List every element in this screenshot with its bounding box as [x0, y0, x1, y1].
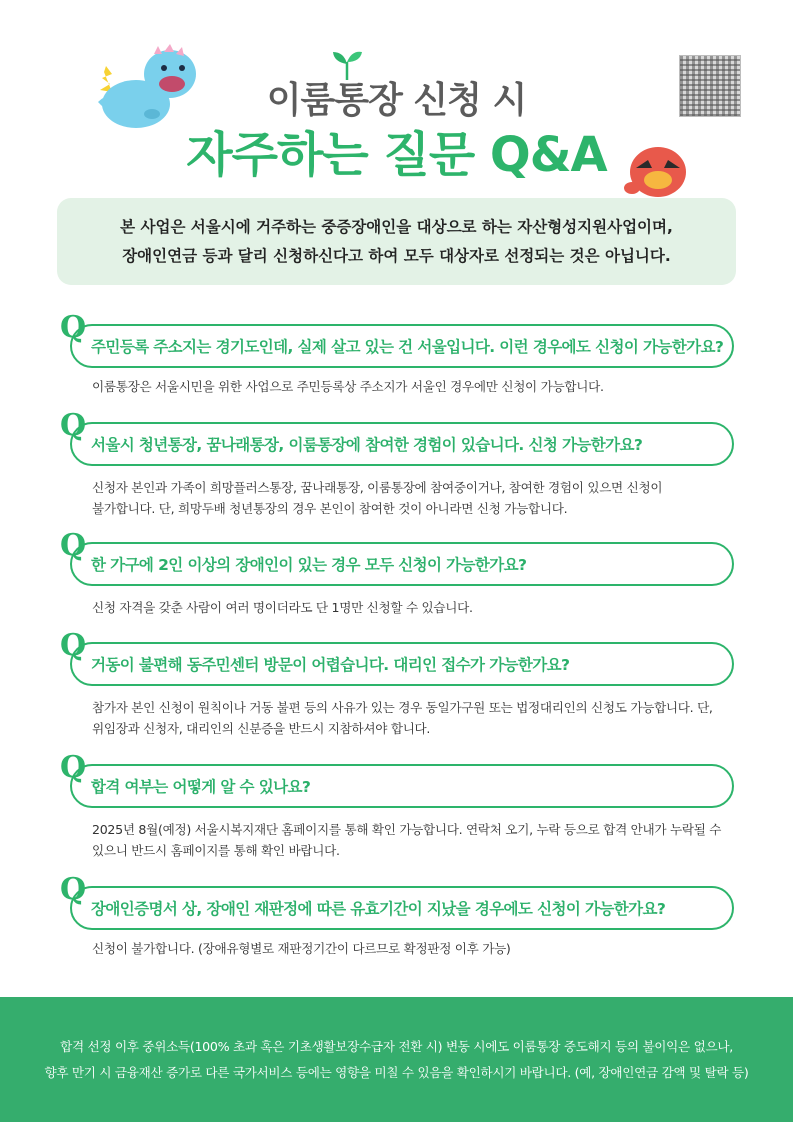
- page-title-line2: 자주하는 질문 Q&A: [186, 127, 607, 183]
- faq-answer-line: 신청 자격을 갖춘 사람이 여러 명이더라도 단 1명만 신청할 수 있습니다.: [92, 600, 473, 615]
- faq-question: 장애인증명서 상, 장애인 재판정에 따른 유효기간이 지났을 경우에도 신청이 가능한가요?: [70, 886, 734, 930]
- q-marker-icon: Q: [60, 628, 87, 663]
- faq-answer: [92, 597, 732, 618]
- faq-answer: [92, 819, 732, 861]
- faq-answer-line: 있으니 반드시 홈페이지를 통해 확인 바랍니다.: [92, 843, 340, 858]
- faq-question: 한 가구에 2인 이상의 장애인이 있는 경우 모두 신청이 가능한가요?: [70, 542, 734, 586]
- intro-line-1: 본 사업은 서울시에 거주하는 중증장애인을 대상으로 하는 자산형성지원사업이며,: [120, 217, 673, 236]
- q-marker-icon: Q: [60, 750, 87, 785]
- faq-question: 합격 여부는 어떻게 알 수 있나요?: [70, 764, 734, 808]
- intro-notice-box: [57, 198, 736, 285]
- q-marker-icon: Q: [60, 872, 87, 907]
- faq-question: 서울시 청년통장, 꿈나래통장, 이룸통장에 참여한 경험이 있습니다. 신청 가능한가요?: [70, 422, 734, 466]
- footer-notice: [0, 997, 793, 1122]
- q-marker-icon: Q: [60, 528, 87, 563]
- faq-question: 주민등록 주소지는 경기도인데, 실제 살고 있는 건 서울입니다. 이런 경우에도 신청이 가능한가요?: [70, 324, 734, 368]
- faq-answer-line: 위임장과 신청자, 대리인의 신분증을 반드시 지참하셔야 합니다.: [92, 721, 431, 736]
- q-marker-icon: Q: [60, 408, 87, 443]
- faq-answer-line: 2025년 8월(예정) 서울시복지재단 홈페이지를 통해 확인 가능합니다. 연락처 오기, 누락 등으로 합격 안내가 누락될 수: [92, 822, 722, 837]
- faq-answer: [92, 477, 732, 519]
- faq-answer: [92, 376, 732, 397]
- intro-line-2: 장애인연금 등과 달리 신청하신다고 하여 모두 대상자로 선정되는 것은 아닙니다.: [122, 246, 671, 265]
- footer-line-1: 합격 선정 이후 중위소득(100% 초과 혹은 기초생활보장수급자 전환 시) 변동 시에도 이룸통장 중도해지 등의 불이익은 없으나,: [60, 1038, 733, 1054]
- faq-answer-line: 이룸통장은 서울시민을 위한 사업으로 주민등록상 주소지가 서울인 경우에만 신청이 가능합니다.: [92, 379, 604, 394]
- faq-question: 거동이 불편해 동주민센터 방문이 어렵습니다. 대리인 접수가 가능한가요?: [70, 642, 734, 686]
- faq-answer-line: 불가합니다. 단, 희망두배 청년통장의 경우 본인이 참여한 것이 아니라면 신청 가능합니다.: [92, 501, 568, 516]
- faq-answer-line: 신청자 본인과 가족이 희망플러스통장, 꿈나래통장, 이룸통장에 참여중이거나, 참여한 경험이 있으면 신청이: [92, 480, 663, 495]
- faq-answer: [92, 697, 732, 739]
- footer-line-2: 향후 만기 시 금융재산 증가로 다른 국가서비스 등에는 영향을 미칠 수 있음을 확인하시기 바랍니다. (예, 장애인연금 감액 및 탈락 등): [44, 1064, 749, 1080]
- faq-answer-line: 신청이 불가합니다. (장애유형별로 재판정기간이 다르므로 확정판정 이후 가능): [92, 941, 511, 956]
- q-marker-icon: Q: [60, 310, 87, 345]
- faq-answer-line: 참가자 본인 신청이 원칙이나 거동 불편 등의 사유가 있는 경우 동일가구원 또는 법정대리인의 신청도 가능합니다. 단,: [92, 700, 713, 715]
- faq-answer: [92, 938, 732, 959]
- page-title-line1: 이룸통장 신청 시: [266, 80, 527, 121]
